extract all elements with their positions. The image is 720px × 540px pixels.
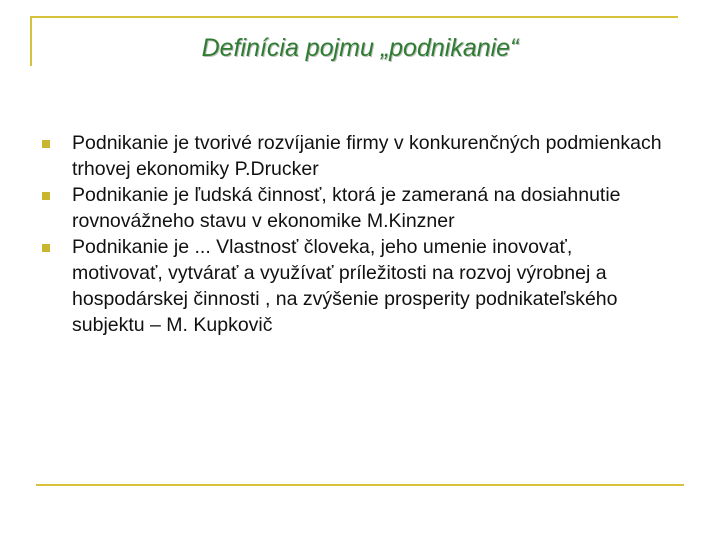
bullet-text: Podnikanie je ... Vlastnosť človeka, jeho umenie inovovať, motivovať, vytvárať a využívať príležitosti na rozvoj výrobnej a hospodárskej činnosti , na zvýšenie prosperity podnikateľského subjektu – M. Kupkovič <box>72 236 618 336</box>
square-bullet-icon <box>42 140 50 148</box>
bullet-item-kinzner <box>42 182 662 234</box>
square-bullet-icon <box>42 192 50 200</box>
slide-title: Definícia pojmu „podnikanie“ <box>201 34 519 62</box>
bullet-text: Podnikanie je ľudská činnosť, ktorá je zameraná na dosiahnutie rovnovážneho stavu v ekonomike M.Kinzner <box>72 184 621 232</box>
left-frame-line <box>30 16 32 66</box>
square-bullet-icon <box>42 244 50 252</box>
bullet-text: Podnikanie je tvorivé rozvíjanie firmy v konkurenčných podmienkach trhovej ekonomiky P.Drucker <box>72 132 662 180</box>
bullet-item-drucker <box>42 130 662 182</box>
bullet-item-kupkovic <box>42 234 662 338</box>
bottom-frame-line <box>36 484 684 486</box>
top-frame-line <box>30 16 678 18</box>
bullet-list <box>42 130 662 338</box>
